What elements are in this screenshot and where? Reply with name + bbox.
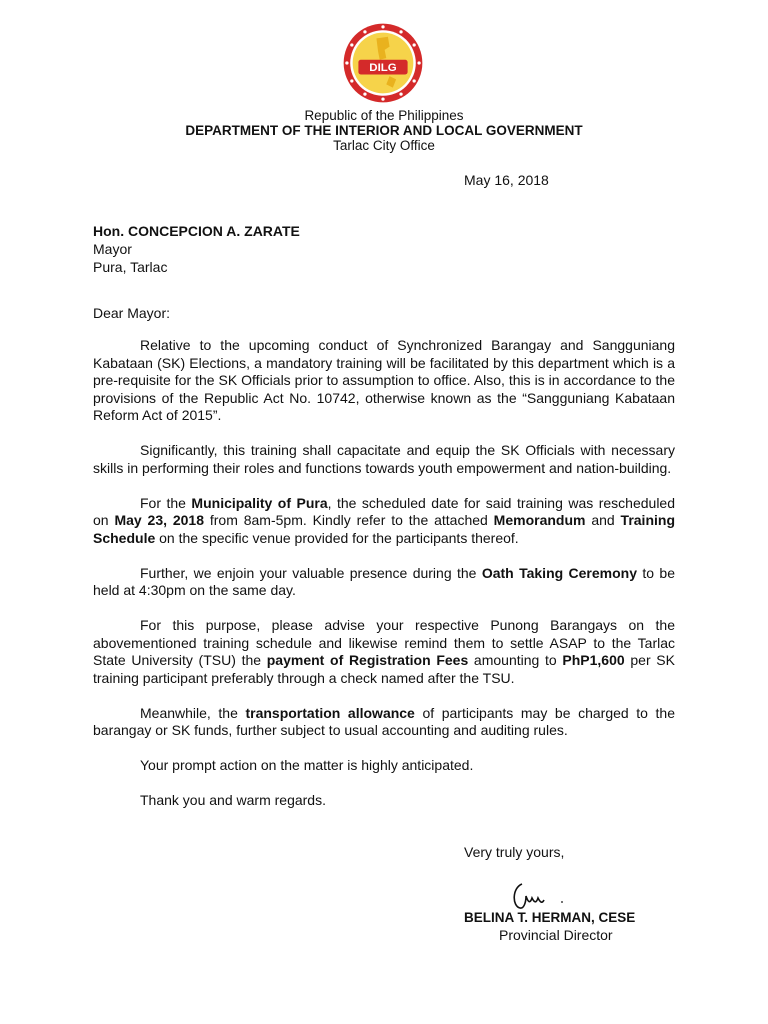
addressee-title: Mayor	[93, 241, 132, 257]
letter-date: May 16, 2018	[464, 172, 549, 188]
country-line: Republic of the Philippines	[304, 108, 464, 123]
letterhead	[0, 108, 768, 153]
paragraph-2: Significantly, this training shall capacitate and equip the SK Officials with necessary skills in performing their roles and functions towards youth empowerment and nation-building.	[93, 442, 675, 476]
addressee-location: Pura, Tarlac	[93, 259, 168, 275]
department-line: DEPARTMENT OF THE INTERIOR AND LOCAL GOVERNMENT	[185, 123, 583, 138]
paragraph-7: Your prompt action on the matter is highly anticipated.	[140, 757, 474, 773]
paragraph-5: For this purpose, please advise your respective Punong Barangays on the abovementioned training schedule and likewise remind them to settle ASAP to the Tarlac State University (TSU) the payment of Registration Fees amounting to PhP1,600 per SK training participant preferably through a check named after the TSU.	[93, 617, 675, 686]
addressee-block	[93, 222, 300, 276]
paragraph-6: Meanwhile, the transportation allowance of participants may be charged to the barangay or SK funds, further subject to usual accounting and auditing rules.	[93, 704, 675, 738]
letter-body	[93, 337, 675, 827]
salutation: Dear Mayor:	[93, 305, 171, 321]
paragraph-4: Further, we enjoin your valuable presence during the Oath Taking Ceremony to be held at 4:30pm on the same day.	[93, 564, 676, 598]
seal-text: DILG	[369, 62, 397, 75]
signatory-title: Provincial Director	[499, 927, 613, 943]
closing: Very truly yours,	[464, 844, 565, 860]
office-line: Tarlac City Office	[333, 138, 435, 153]
paragraph-1: Relative to the upcoming conduct of Synchronized Barangay and Sangguniang Kabataan (SK) Elections, a mandatory training will be facilitated by this department which is a pre-requisite for the SK Officials prior to assumption to office. Also, this is in accordance to the provisions of the Republic Act No. 10742, otherwise known as the “Sangguniang Kabataan Reform Act of 2015”.	[93, 337, 675, 423]
addressee-name: Hon. CONCEPCION A. ZARATE	[93, 223, 300, 239]
dilg-seal-logo	[342, 22, 424, 104]
paragraph-8: Thank you and warm regards.	[140, 792, 326, 808]
paragraph-3: For the Municipality of Pura, the scheduled date for said training was rescheduled on May 23, 2018 from 8am-5pm. Kindly refer to the attached Memorandum and Training Schedule on the specific venue provided for the participants thereof.	[93, 494, 675, 546]
signatory-name: BELINA T. HERMAN, CESE	[464, 910, 636, 925]
